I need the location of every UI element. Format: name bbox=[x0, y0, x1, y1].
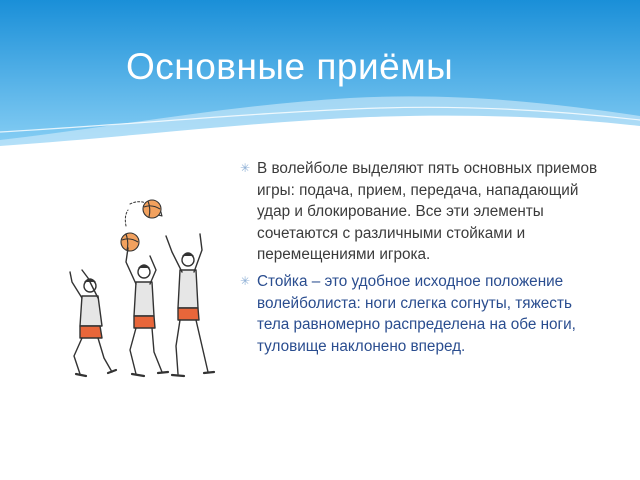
player-middle bbox=[126, 248, 168, 376]
bullet-marker-icon: ✳ bbox=[240, 161, 251, 175]
player-right bbox=[166, 234, 214, 376]
bullet-text: В волейболе выделяют пять основных приемов игры: подача, прием, передача, нападающий удар и блокирование. Все эти элементы сочетаются с различными стойками и перемещениями игрока. bbox=[257, 160, 598, 264]
bullet-marker-icon: ✳ bbox=[240, 273, 251, 288]
bullet-item bbox=[240, 158, 600, 266]
bullet-list bbox=[240, 158, 600, 357]
bullet-item bbox=[240, 271, 600, 357]
bullet-text: Стойка – это удобное исходное положение волейболиста: ноги слегка согнуты, тяжесть тела равномерно распределена на обе ноги, туловище наклонено вперед. bbox=[257, 272, 576, 355]
slide-title: Основные приёмы bbox=[126, 46, 454, 87]
ball-icon bbox=[121, 200, 161, 251]
player-left bbox=[70, 270, 116, 376]
volleyball-players-illustration bbox=[58, 186, 228, 396]
